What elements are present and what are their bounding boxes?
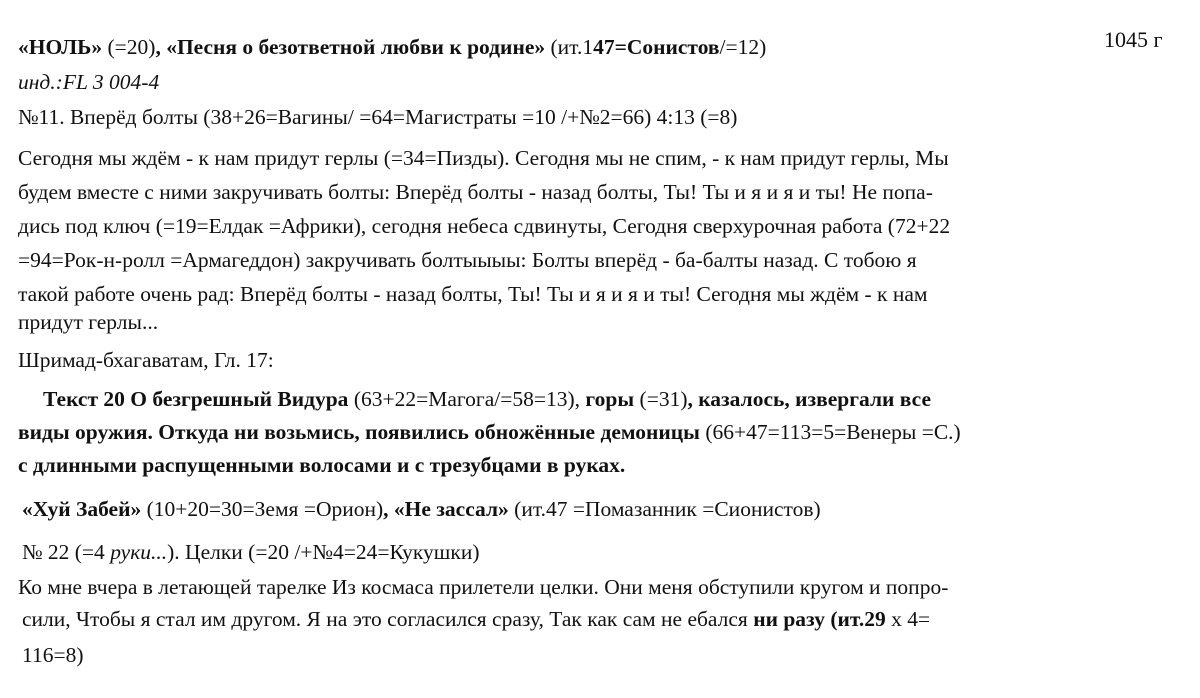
lyrics-line-2: будем вместе с ними закручивать болты: Вперёд болты - назад болты, Ты! Ты и я и я и ты! Не попа-	[18, 180, 933, 204]
scripture-source: Шримад-бхагаватам, Гл. 17:	[18, 348, 274, 372]
scripture-text-bold-a: Текст 20 О безгрешный Видура	[43, 387, 349, 411]
album-subtitle-2: , «Не зассал»	[383, 497, 509, 521]
lyrics2-total: ит.29	[837, 607, 886, 631]
scripture-line-3: с длинными распущенными волосами и с трезубцами в руках.	[18, 453, 626, 477]
lyrics2-paren: (	[825, 607, 838, 631]
track-number: № 22 (=4	[22, 540, 111, 564]
scripture-count-a: (63+22=Магога/=58=13),	[348, 387, 586, 411]
scripture-line-1	[43, 387, 931, 411]
album-total: (ит.1	[545, 35, 594, 59]
scripture-count-b: (=31)	[634, 387, 688, 411]
album-total-bold: 47=Сонистов	[593, 35, 720, 59]
lyrics2-line-2	[22, 607, 930, 631]
lyrics2-line-3: 116=8)	[22, 643, 84, 667]
scripture-text-bold-b: горы	[585, 387, 635, 411]
index-line: инд.:FL 3 004-4	[18, 70, 160, 94]
album-title-number-2: (10+20=30=Земя =Орион)	[141, 497, 384, 521]
lyrics2-line-1: Ко мне вчера в летающей тарелке Из космаса прилетели целки. Они меня обступили кругом и попро-	[18, 575, 949, 599]
lyrics-line-6: придут герлы...	[18, 310, 159, 334]
lyrics-line-1: Сегодня мы ждём - к нам придут герлы (=34=Пизды). Сегодня мы не спим, - к нам придут герлы, Мы	[18, 146, 949, 170]
album-heading	[18, 35, 766, 59]
scripture-line-2	[18, 420, 961, 444]
album-title-2: «Хуй Забей»	[22, 497, 142, 521]
track-line: №11. Вперёд болты (38+26=Вагины/ =64=Магистраты =10 /+№2=66) 4:13 (=8)	[18, 105, 738, 129]
scripture-count-c: (66+47=113=5=Венеры =С.)	[699, 420, 961, 444]
lyrics-line-4: =94=Рок-н-ролл =Армагеддон) закручивать болтыыыы: Болты вперёд - ба-балты назад. С тобою я	[18, 248, 917, 272]
album-total-2: (ит.47 =Помазанник =Сионистов)	[508, 497, 821, 521]
track-line-2	[22, 540, 479, 564]
lyrics2-tail: х 4=	[885, 607, 931, 631]
album-heading-2	[22, 497, 821, 521]
track-italic: руки...	[110, 540, 168, 564]
page-number: 1045 г	[1104, 27, 1163, 52]
lyrics2-text: сили, Чтобы я стал им другом. Я на это согласился сразу, Так как сам не ебался	[22, 607, 754, 631]
track-title: ). Целки (=20 /+№4=24=Кукушки)	[167, 540, 480, 564]
album-total-tail: /=12)	[719, 35, 767, 59]
scripture-text-bold-c: , казалось, извергали все	[687, 387, 931, 411]
album-title-number: (=20)	[102, 35, 156, 59]
album-subtitle: , «Песня о безответной любви к родине»	[155, 35, 546, 59]
album-title: «НОЛЬ»	[18, 35, 103, 59]
lyrics2-bold: ни разу	[753, 607, 825, 631]
scripture-text-bold-d: виды оружия. Откуда ни возьмись, появились обнoжённые демоницы	[18, 420, 700, 444]
lyrics-line-5: такой работе очень рад: Вперёд болты - назад болты, Ты! Ты и я и я и ты! Сегодня мы ждём - к нам	[18, 282, 928, 306]
lyrics-line-3: дись под ключ (=19=Елдак =Африки), сегодня небеса сдвинуты, Сегодня сверхурочная работа (72+22	[18, 214, 951, 238]
